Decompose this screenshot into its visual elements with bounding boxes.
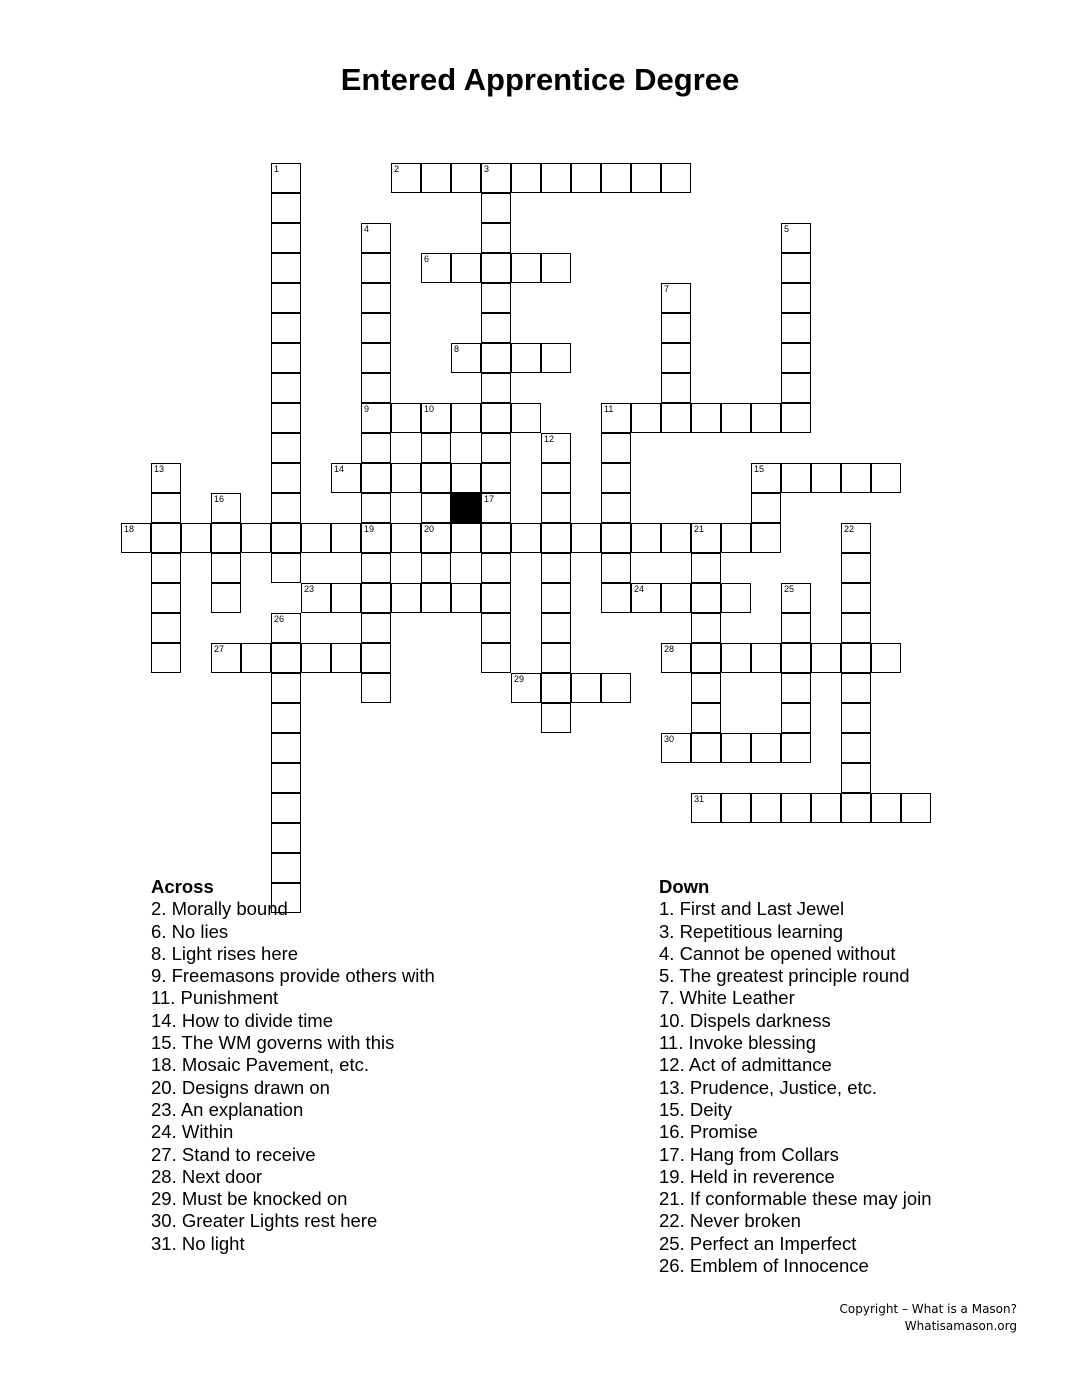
grid-cell[interactable]: [691, 553, 721, 583]
down-clue: 19. Held in reverence: [659, 1165, 835, 1187]
clue-number: 6: [424, 254, 430, 264]
clue-number: 13: [154, 464, 165, 474]
down-clue: 3. Repetitious learning: [659, 920, 844, 942]
across-clue: 15. The WM governs with this: [151, 1032, 395, 1054]
clue-number: 22: [844, 524, 855, 534]
grid-cell[interactable]: [361, 283, 391, 313]
grid-cell[interactable]: [481, 343, 511, 373]
grid-cell[interactable]: [511, 403, 541, 433]
grid-cell[interactable]: [331, 583, 361, 613]
grid-cell[interactable]: [211, 643, 241, 673]
grid-cell[interactable]: [511, 673, 541, 703]
across-clue: 24. Within: [151, 1121, 234, 1143]
grid-cell[interactable]: [271, 223, 301, 253]
grid-cell[interactable]: [361, 643, 391, 673]
grid-cell[interactable]: [541, 643, 571, 673]
down-clue: 15. Deity: [659, 1098, 733, 1120]
grid-cell[interactable]: [241, 643, 271, 673]
grid-cell[interactable]: [751, 523, 781, 553]
grid-cell[interactable]: [901, 793, 931, 823]
grid-cell[interactable]: [661, 283, 691, 313]
grid-cell[interactable]: [151, 493, 181, 523]
grid-cell[interactable]: [151, 553, 181, 583]
grid-cell[interactable]: [451, 403, 481, 433]
grid-cell[interactable]: [841, 553, 871, 583]
grid-cell[interactable]: [841, 793, 871, 823]
grid-cell[interactable]: [781, 703, 811, 733]
grid-cell[interactable]: [781, 733, 811, 763]
clue-number: 16: [214, 494, 225, 504]
grid-cell[interactable]: [511, 343, 541, 373]
clue-number: 30: [664, 734, 675, 744]
grid-cell[interactable]: [421, 253, 451, 283]
grid-cell[interactable]: [421, 403, 451, 433]
grid-cell[interactable]: [361, 403, 391, 433]
grid-cell[interactable]: [481, 403, 511, 433]
grid-cell[interactable]: [841, 733, 871, 763]
grid-cell[interactable]: [121, 523, 151, 553]
clue-number: 1: [274, 164, 280, 174]
grid-cell[interactable]: [841, 613, 871, 643]
grid-cell[interactable]: [271, 433, 301, 463]
grid-cell[interactable]: [271, 463, 301, 493]
clue-number: 26: [274, 614, 285, 624]
grid-cell[interactable]: [541, 583, 571, 613]
grid-cell[interactable]: [691, 733, 721, 763]
grid-cell[interactable]: [781, 283, 811, 313]
grid-cell[interactable]: [871, 793, 901, 823]
grid-cell[interactable]: [541, 703, 571, 733]
grid-cell[interactable]: [571, 523, 601, 553]
clue-number: 23: [304, 584, 315, 594]
clue-number: 28: [664, 644, 675, 654]
grid-cell[interactable]: [781, 343, 811, 373]
grid-cell[interactable]: [841, 583, 871, 613]
grid-cell[interactable]: [481, 433, 511, 463]
grid-cell[interactable]: [811, 463, 841, 493]
grid-cell[interactable]: [481, 163, 511, 193]
grid-cell[interactable]: [661, 343, 691, 373]
grid-cell[interactable]: [721, 643, 751, 673]
across-clue: 11. Punishment: [151, 987, 279, 1009]
grid-cell[interactable]: [541, 553, 571, 583]
grid-cell[interactable]: [361, 493, 391, 523]
grid-cell[interactable]: [481, 523, 511, 553]
grid-cell[interactable]: [271, 703, 301, 733]
grid-cell[interactable]: [331, 643, 361, 673]
across-clue: 9. Freemasons provide others with: [151, 965, 435, 987]
grid-cell[interactable]: [481, 643, 511, 673]
grid-cell[interactable]: [481, 583, 511, 613]
clue-number: 24: [634, 584, 645, 594]
grid-cell[interactable]: [781, 313, 811, 343]
clue-number: 12: [544, 434, 555, 444]
grid-cell[interactable]: [211, 553, 241, 583]
grid-cell[interactable]: [541, 433, 571, 463]
across-clue: 28. Next door: [151, 1165, 263, 1187]
grid-cell[interactable]: [841, 703, 871, 733]
grid-cell[interactable]: [151, 613, 181, 643]
grid-cell[interactable]: [331, 463, 361, 493]
grid-cell[interactable]: [391, 403, 421, 433]
grid-cell[interactable]: [721, 523, 751, 553]
grid-cell[interactable]: [751, 793, 781, 823]
copyright-notice: [840, 1301, 1017, 1335]
grid-cell[interactable]: [301, 643, 331, 673]
grid-cell[interactable]: [361, 433, 391, 463]
clue-number: 21: [694, 524, 705, 534]
grid-cell[interactable]: [691, 793, 721, 823]
grid-cell[interactable]: [271, 733, 301, 763]
across-clue: 31. No light: [151, 1232, 245, 1254]
clue-number: 19: [364, 524, 375, 534]
across-clues: [151, 876, 435, 1255]
grid-cell[interactable]: [541, 493, 571, 523]
grid-cell[interactable]: [691, 643, 721, 673]
across-clue: 23. An explanation: [151, 1098, 304, 1120]
grid-cell[interactable]: [361, 223, 391, 253]
grid-cell[interactable]: [271, 523, 301, 553]
grid-cell[interactable]: [541, 613, 571, 643]
down-clue: 5. The greatest principle round: [659, 965, 910, 987]
grid-cell[interactable]: [391, 583, 421, 613]
grid-cell[interactable]: [661, 373, 691, 403]
grid-cell[interactable]: [601, 463, 631, 493]
grid-cell[interactable]: [781, 613, 811, 643]
grid-cell[interactable]: [481, 223, 511, 253]
down-clue: 12. Act of admittance: [659, 1054, 832, 1076]
grid-cell[interactable]: [271, 673, 301, 703]
clue-number: 5: [784, 224, 790, 234]
grid-cell[interactable]: [781, 793, 811, 823]
grid-cell[interactable]: [481, 613, 511, 643]
grid-cell[interactable]: [211, 583, 241, 613]
grid-cell[interactable]: [781, 643, 811, 673]
grid-cell[interactable]: [511, 523, 541, 553]
grid-cell[interactable]: [181, 523, 211, 553]
grid-cell[interactable]: [451, 253, 481, 283]
grid-cell[interactable]: [361, 523, 391, 553]
grid-cell[interactable]: [751, 643, 781, 673]
grid-cell[interactable]: [151, 583, 181, 613]
down-clue: 11. Invoke blessing: [659, 1032, 817, 1054]
grid-cell[interactable]: [271, 343, 301, 373]
down-clue: 21. If conformable these may join: [659, 1188, 932, 1210]
clue-number: 9: [364, 404, 370, 414]
grid-cell[interactable]: [661, 583, 691, 613]
grid-cell[interactable]: [151, 643, 181, 673]
grid-cell[interactable]: [601, 163, 631, 193]
across-clue: 14. How to divide time: [151, 1009, 334, 1031]
grid-cell[interactable]: [601, 403, 631, 433]
grid-cell[interactable]: [421, 493, 451, 523]
grid-cell[interactable]: [601, 433, 631, 463]
grid-cell[interactable]: [451, 343, 481, 373]
grid-cell[interactable]: [151, 523, 181, 553]
grid-cell[interactable]: [421, 583, 451, 613]
across-clue: 8. Light rises here: [151, 942, 299, 964]
across-clue: 6. No lies: [151, 920, 229, 942]
clue-number: 29: [514, 674, 525, 684]
down-clue: 10. Dispels darkness: [659, 1009, 831, 1031]
grid-cell[interactable]: [781, 253, 811, 283]
grid-cell[interactable]: [481, 253, 511, 283]
grid-cell[interactable]: [451, 583, 481, 613]
across-clue: 2. Morally bound: [151, 898, 288, 920]
grid-cell[interactable]: [751, 493, 781, 523]
grid-cell[interactable]: [391, 163, 421, 193]
grid-cell[interactable]: [241, 523, 271, 553]
grid-cell[interactable]: [481, 373, 511, 403]
grid-cell[interactable]: [721, 733, 751, 763]
across-heading: Across: [151, 876, 214, 897]
grid-cell[interactable]: [271, 793, 301, 823]
grid-cell[interactable]: [541, 253, 571, 283]
across-clue: 29. Must be knocked on: [151, 1188, 348, 1210]
grid-cell[interactable]: [271, 193, 301, 223]
grid-cell[interactable]: [631, 583, 661, 613]
grid-cell[interactable]: [421, 163, 451, 193]
down-clue: 13. Prudence, Justice, etc.: [659, 1076, 878, 1098]
grid-cell[interactable]: [271, 313, 301, 343]
grid-cell[interactable]: [691, 613, 721, 643]
clue-number: 27: [214, 644, 225, 654]
grid-cell[interactable]: [841, 463, 871, 493]
grid-cell[interactable]: [601, 673, 631, 703]
grid-cell[interactable]: [481, 493, 511, 523]
grid-cell[interactable]: [331, 523, 361, 553]
grid-cell[interactable]: [571, 673, 601, 703]
clue-number: 4: [364, 224, 370, 234]
clue-number: 25: [784, 584, 795, 594]
grid-cell[interactable]: [661, 313, 691, 343]
grid-cell[interactable]: [271, 163, 301, 193]
grid-cell[interactable]: [631, 523, 661, 553]
grid-cell[interactable]: [481, 313, 511, 343]
clue-number: 17: [484, 494, 495, 504]
clue-number: 10: [424, 404, 435, 414]
grid-cell[interactable]: [751, 733, 781, 763]
grid-cell[interactable]: [211, 493, 241, 523]
grid-cell[interactable]: [421, 463, 451, 493]
grid-cell[interactable]: [541, 343, 571, 373]
grid-cell[interactable]: [541, 463, 571, 493]
grid-cell[interactable]: [841, 673, 871, 703]
grid-cell[interactable]: [361, 253, 391, 283]
grid-cell[interactable]: [751, 403, 781, 433]
down-clue: 26. Emblem of Innocence: [659, 1255, 869, 1277]
grid-cell[interactable]: [451, 463, 481, 493]
clue-number: 31: [694, 794, 705, 804]
grid-cell[interactable]: [301, 523, 331, 553]
down-clue: 16. Promise: [659, 1121, 758, 1143]
grid-cell[interactable]: [361, 463, 391, 493]
grid-cell[interactable]: [151, 463, 181, 493]
grid-cell[interactable]: [511, 163, 541, 193]
grid-cell[interactable]: [841, 763, 871, 793]
down-clue: 7. White Leather: [659, 987, 795, 1009]
grid-cell[interactable]: [841, 643, 871, 673]
grid-cell[interactable]: [271, 373, 301, 403]
grid-cell[interactable]: [661, 643, 691, 673]
grid-cell[interactable]: [661, 523, 691, 553]
down-clue: 4. Cannot be opened without: [659, 942, 896, 964]
clue-number: 14: [334, 464, 345, 474]
down-clue: 1. First and Last Jewel: [659, 898, 845, 920]
grid-cell[interactable]: [481, 553, 511, 583]
clue-number: 3: [484, 164, 490, 174]
across-clue: 20. Designs drawn on: [151, 1076, 330, 1098]
grid-cell[interactable]: [421, 523, 451, 553]
grid-cell[interactable]: [271, 403, 301, 433]
clue-number: 11: [604, 404, 614, 414]
grid-cell[interactable]: [811, 643, 841, 673]
grid-cell[interactable]: [781, 583, 811, 613]
grid-cell[interactable]: [361, 553, 391, 583]
grid-cell[interactable]: [781, 673, 811, 703]
clue-number: 18: [124, 524, 135, 534]
grid-cell[interactable]: [721, 583, 751, 613]
grid-cell[interactable]: [451, 523, 481, 553]
grid-cell[interactable]: [511, 253, 541, 283]
grid-cell[interactable]: [691, 403, 721, 433]
grid-cell[interactable]: [871, 463, 901, 493]
grid-cell[interactable]: [661, 163, 691, 193]
grid-cell[interactable]: [271, 763, 301, 793]
down-heading: Down: [659, 876, 710, 897]
grid-cell[interactable]: [661, 733, 691, 763]
grid-cell[interactable]: [451, 163, 481, 193]
clue-number: 7: [664, 284, 670, 294]
grid-cell[interactable]: [481, 193, 511, 223]
grid-cell[interactable]: [271, 823, 301, 853]
grid-cell[interactable]: [721, 793, 751, 823]
grid-cell[interactable]: [301, 583, 331, 613]
down-clues: [659, 876, 932, 1277]
grid-cell[interactable]: [391, 523, 421, 553]
grid-cell[interactable]: [361, 613, 391, 643]
grid-cell[interactable]: [691, 703, 721, 733]
clue-number: 2: [394, 164, 400, 174]
clue-number: 8: [454, 344, 460, 354]
across-clue: 27. Stand to receive: [151, 1143, 316, 1165]
grid-cell[interactable]: [751, 463, 781, 493]
grid-cell[interactable]: [601, 553, 631, 583]
grid-cell[interactable]: [421, 433, 451, 463]
grid-cell[interactable]: [661, 403, 691, 433]
grid-cell[interactable]: [631, 163, 661, 193]
grid-cell[interactable]: [631, 403, 661, 433]
grid-cell[interactable]: [541, 673, 571, 703]
grid-cell[interactable]: [781, 463, 811, 493]
grid-cell[interactable]: [571, 163, 601, 193]
grid-cell[interactable]: [271, 493, 301, 523]
grid-cell[interactable]: [691, 523, 721, 553]
grid-cell[interactable]: [271, 643, 301, 673]
grid-cell[interactable]: [601, 583, 631, 613]
grid-cell[interactable]: [271, 553, 301, 583]
grid-cell[interactable]: [541, 523, 571, 553]
grid-cell[interactable]: [271, 613, 301, 643]
clue-number: 20: [424, 524, 435, 534]
grid-cell[interactable]: [271, 283, 301, 313]
down-clue: 25. Perfect an Imperfect: [659, 1232, 857, 1254]
down-clue: 17. Hang from Collars: [659, 1143, 839, 1165]
grid-cell[interactable]: [841, 523, 871, 553]
grid-cell[interactable]: [601, 493, 631, 523]
black-square: [451, 493, 481, 523]
grid-cell[interactable]: [361, 673, 391, 703]
grid-cell[interactable]: [361, 583, 391, 613]
grid-cell[interactable]: [271, 253, 301, 283]
grid-cell[interactable]: [781, 223, 811, 253]
grid-cell[interactable]: [721, 403, 751, 433]
grid-cell[interactable]: [481, 463, 511, 493]
grid-cell[interactable]: [691, 583, 721, 613]
grid-cell[interactable]: [211, 523, 241, 553]
grid-cell[interactable]: [421, 553, 451, 583]
grid-cell[interactable]: [781, 373, 811, 403]
puzzle-title: Entered Apprentice Degree: [340, 62, 740, 97]
clue-number: 15: [754, 464, 765, 474]
grid-cell[interactable]: [811, 793, 841, 823]
grid-cell[interactable]: [781, 403, 811, 433]
grid-cell[interactable]: [391, 463, 421, 493]
across-clue: 30. Greater Lights rest here: [151, 1210, 378, 1232]
grid-cell[interactable]: [691, 673, 721, 703]
down-clue: 22. Never broken: [659, 1210, 801, 1232]
grid-cell[interactable]: [361, 313, 391, 343]
grid-cell[interactable]: [481, 283, 511, 313]
grid-cell[interactable]: [541, 163, 571, 193]
across-clue: 18. Mosaic Pavement, etc.: [151, 1054, 369, 1076]
grid-cell[interactable]: [361, 343, 391, 373]
grid-cell[interactable]: [601, 523, 631, 553]
grid-cell[interactable]: [871, 643, 901, 673]
website-line: Whatisamason.org: [904, 1319, 1017, 1333]
copyright-line: Copyright – What is a Mason?: [839, 1302, 1017, 1316]
grid-cell[interactable]: [361, 373, 391, 403]
